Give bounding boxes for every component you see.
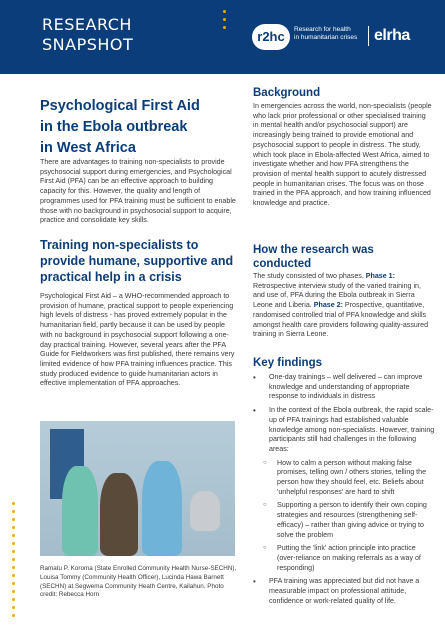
how-heading: How the research was conducted: [253, 244, 374, 270]
research-snapshot-title: [42, 15, 133, 55]
photo-caption: Ramatu P. Koroma (State Enrolled Community Health Nurse-SECHN), Louisa Tommy (Community Health Officer), Lucinda Hawa Barnett (SECHN) at Segwema Community Heath Centre, Kailahun. Photo credit: Rebecca Horn: [40, 565, 237, 599]
phase2-label: Phase 2:: [313, 301, 343, 310]
title-line: RESEARCH: [42, 15, 132, 34]
decorative-dots: [223, 10, 226, 34]
r2hc-tagline: Research for health in humanitarian crises: [294, 26, 358, 41]
r2hc-logo: r2hc: [252, 24, 290, 50]
sub-list-item: ○ Putting the 'link' action principle into practice (over-reliance on making referrals as a way of responding): [253, 544, 435, 573]
logo-divider: [368, 26, 369, 46]
phase1-label: Phase 1:: [365, 272, 395, 280]
sub-list-item: ○ How to calm a person without making false promises, telling own / others stories, telling the person how they should feel, etc. Beliefs about 'unhelpful responses' are hard to shift: [253, 459, 435, 498]
list-item: • One-day trainings – well delivered – can improve knowledge and understanding of appropriate response to individuals in distress: [253, 373, 435, 402]
elrha-logo: elrha: [374, 27, 410, 44]
header-banner: [0, 0, 445, 74]
section-heading-training: Training non-specialists to provide humane, supportive and practical help in a crisis: [40, 238, 234, 284]
how-paragraph: The study consisted of two phases. Phase 1: Retrospective interview study of the varied training in, and use of, PFA during the Ebola outbreak in Sierra Leone and Liberia. Phase 2: Prospective, quantitative, randomised controlled trial of PFA knowledge and skills amongst health care providers following quality-assured training in Sierra Leone.: [253, 272, 429, 339]
pfa-paragraph: Psychological First Aid – a WHO-recommended approach to provision of humane, practical support to people experiencing high levels of distress - has proved extremely popular in the humanitarian field, partly because it can be used by people with no background in psychosocial support following a one-day practical training. However, several years after the PFA Guide for Fieldworkers was first published, there remains very limited evidence of how PFA training influences practice. This study produced evidence to guide humanitarian actors in effective implementation of PFA approaches.: [40, 292, 235, 388]
key-findings-list: [253, 373, 435, 610]
decorative-dots-left: [12, 502, 15, 622]
sub-list-item: ○ Supporting a person to identify their own coping strategies and resources (strengthening self-efficacy) – rather than giving advice or trying to solve the problem: [253, 501, 435, 540]
background-heading: Background: [253, 87, 321, 99]
document-title: Psychological First Aid in the Ebola outbreak in West Africa: [40, 98, 200, 156]
list-item: • PFA training was appreciated but did not have a measurable impact on professional attitude, confidence or work-related quality of life.: [253, 577, 435, 606]
health-workers-photo: [40, 421, 235, 556]
list-item: • In the context of the Ebola outbreak, the rapid scale-up of PFA trainings had established valuable knowledge among non-specialists. However, training participants still had challenges in the following areas:: [253, 406, 435, 455]
background-paragraph: In emergencies across the world, non-specialists (people who lack prior professional or other specialised training in mental health and/or psychosocial support) are increasingly being trained to provide emotional and psychosocial support to people in distress. The study, which took place in Ebola-affected West Africa, aimed to investigate whether and how PFA strengthens the provision of mental health support to acutely distressed people in humanitarian crises. The focus was on those trained in the PFA approach, and how training influenced knowledge and practice.: [253, 102, 432, 208]
key-findings-heading: Key findings: [253, 357, 323, 369]
title-line: SNAPSHOT: [42, 35, 134, 54]
intro-paragraph: There are advantages to training non-specialists to provide psychosocial support during emergencies, and Psychological First Aid (PFA) can be an effective approach to building capacity for this. However, the quality and length of programmes used for PFA training must be sufficient to enable those with no background in psychosocial support to acquire, practice and consolidate key skills.: [40, 158, 236, 225]
